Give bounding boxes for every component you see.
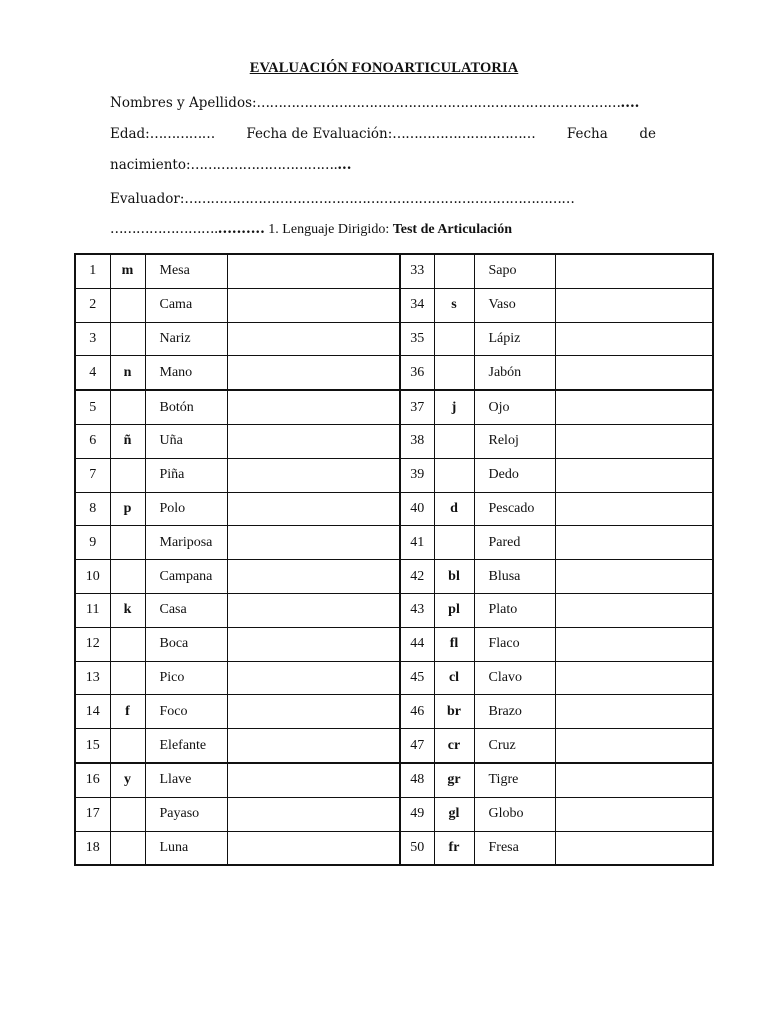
- fecha-nacimiento-label-b: de: [639, 126, 656, 142]
- response-cell[interactable]: [227, 322, 400, 356]
- evaluador-dots-continued: …………………….: [110, 221, 218, 237]
- evaluador-field[interactable]: [110, 191, 656, 207]
- table-row: [75, 390, 713, 424]
- nacimiento-dots: …………………………….: [190, 157, 338, 173]
- response-cell[interactable]: [227, 729, 400, 763]
- target-sound: n: [110, 356, 145, 390]
- item-number: 41: [400, 526, 434, 560]
- response-cell[interactable]: [555, 322, 713, 356]
- response-cell[interactable]: [555, 831, 713, 865]
- item-number: 36: [400, 356, 434, 390]
- target-sound: bl: [434, 560, 474, 594]
- target-sound: [434, 424, 474, 458]
- target-sound: m: [110, 254, 145, 288]
- target-word: Sapo: [474, 254, 555, 288]
- response-cell[interactable]: [227, 593, 400, 627]
- item-number: 7: [75, 458, 110, 492]
- target-sound: k: [110, 593, 145, 627]
- target-sound: gl: [434, 797, 474, 831]
- response-cell[interactable]: [227, 424, 400, 458]
- target-word: Ojo: [474, 390, 555, 424]
- item-number: 1: [75, 254, 110, 288]
- target-sound: [434, 458, 474, 492]
- table-row: [75, 695, 713, 729]
- item-number: 11: [75, 593, 110, 627]
- item-number: 35: [400, 322, 434, 356]
- target-word: Elefante: [145, 729, 227, 763]
- table-row: [75, 356, 713, 390]
- target-sound: cl: [434, 661, 474, 695]
- target-sound: [434, 356, 474, 390]
- document-title: EVALUACIÓN FONOARTICULATORIA: [249, 60, 519, 76]
- nombres-field[interactable]: [110, 95, 656, 111]
- response-cell[interactable]: [227, 492, 400, 526]
- target-word: Pescado: [474, 492, 555, 526]
- item-number: 39: [400, 458, 434, 492]
- target-word: Luna: [145, 831, 227, 865]
- target-sound: [110, 560, 145, 594]
- table-row: [75, 254, 713, 288]
- item-number: 13: [75, 661, 110, 695]
- target-sound: f: [110, 695, 145, 729]
- target-sound: cr: [434, 729, 474, 763]
- item-number: 16: [75, 763, 110, 797]
- table-row: [75, 526, 713, 560]
- target-word: Uña: [145, 424, 227, 458]
- item-number: 40: [400, 492, 434, 526]
- item-number: 47: [400, 729, 434, 763]
- target-sound: [110, 831, 145, 865]
- section-title: Test de Articulación: [392, 222, 512, 237]
- target-word: Foco: [145, 695, 227, 729]
- item-number: 46: [400, 695, 434, 729]
- target-word: Cama: [145, 288, 227, 322]
- target-word: Payaso: [145, 797, 227, 831]
- target-sound: [110, 458, 145, 492]
- target-sound: ñ: [110, 424, 145, 458]
- evaluador-dots-end: ..........: [217, 221, 265, 237]
- target-word: Flaco: [474, 627, 555, 661]
- target-sound: br: [434, 695, 474, 729]
- target-word: Casa: [145, 593, 227, 627]
- nacimiento-label: nacimiento:: [110, 157, 191, 173]
- response-cell[interactable]: [555, 593, 713, 627]
- fecha-nacimiento-label-a: Fecha: [566, 126, 608, 142]
- target-sound: [110, 729, 145, 763]
- item-number: 34: [400, 288, 434, 322]
- item-number: 17: [75, 797, 110, 831]
- table-row: [75, 492, 713, 526]
- fecha-evaluacion-dots: ……………………………: [392, 126, 536, 142]
- response-cell[interactable]: [227, 356, 400, 390]
- target-sound: [110, 627, 145, 661]
- target-word: Fresa: [474, 831, 555, 865]
- articulation-test-table: [74, 253, 714, 866]
- nacimiento-field[interactable]: [110, 157, 656, 173]
- target-word: Nariz: [145, 322, 227, 356]
- table-row: [75, 797, 713, 831]
- response-cell[interactable]: [227, 797, 400, 831]
- item-number: 42: [400, 560, 434, 594]
- response-cell[interactable]: [555, 458, 713, 492]
- table-row: [75, 661, 713, 695]
- item-number: 6: [75, 424, 110, 458]
- target-sound: [434, 254, 474, 288]
- target-sound: [434, 322, 474, 356]
- target-sound: y: [110, 763, 145, 797]
- nacimiento-end: ...: [337, 157, 352, 173]
- target-word: Vaso: [474, 288, 555, 322]
- item-number: 45: [400, 661, 434, 695]
- response-cell[interactable]: [555, 390, 713, 424]
- response-cell[interactable]: [555, 627, 713, 661]
- nombres-dots: …………………………………………………………………………: [256, 95, 621, 111]
- item-number: 50: [400, 831, 434, 865]
- nombres-label: Nombres y Apellidos:: [110, 95, 257, 111]
- item-number: 9: [75, 526, 110, 560]
- table-row: [75, 322, 713, 356]
- response-cell[interactable]: [227, 390, 400, 424]
- target-word: Brazo: [474, 695, 555, 729]
- response-cell[interactable]: [227, 627, 400, 661]
- target-word: Piña: [145, 458, 227, 492]
- evaluador-dots: ………………………………………………………………………………: [184, 191, 575, 207]
- table-row: [75, 560, 713, 594]
- table-row: [75, 424, 713, 458]
- target-word: Globo: [474, 797, 555, 831]
- target-sound: [110, 390, 145, 424]
- target-sound: [110, 288, 145, 322]
- target-word: Campana: [145, 560, 227, 594]
- response-cell[interactable]: [555, 797, 713, 831]
- response-cell[interactable]: [555, 695, 713, 729]
- table-row: [75, 288, 713, 322]
- target-word: Llave: [145, 763, 227, 797]
- target-sound: [110, 322, 145, 356]
- response-cell[interactable]: [555, 526, 713, 560]
- table-row: [75, 627, 713, 661]
- item-number: 2: [75, 288, 110, 322]
- target-sound: [110, 661, 145, 695]
- nombres-end: ....: [620, 95, 640, 111]
- evaluador-label: Evaluador:: [110, 191, 185, 207]
- response-cell[interactable]: [555, 492, 713, 526]
- response-cell[interactable]: [227, 831, 400, 865]
- item-number: 8: [75, 492, 110, 526]
- item-number: 49: [400, 797, 434, 831]
- target-word: Mano: [145, 356, 227, 390]
- target-word: Jabón: [474, 356, 555, 390]
- target-sound: pl: [434, 593, 474, 627]
- target-sound: [110, 526, 145, 560]
- item-number: 15: [75, 729, 110, 763]
- target-sound: p: [110, 492, 145, 526]
- target-word: Pico: [145, 661, 227, 695]
- item-number: 37: [400, 390, 434, 424]
- edad-field[interactable]: [110, 126, 215, 142]
- item-number: 43: [400, 593, 434, 627]
- table-body: [75, 254, 713, 865]
- item-number: 38: [400, 424, 434, 458]
- target-word: Pared: [474, 526, 555, 560]
- item-number: 12: [75, 627, 110, 661]
- table-row: [75, 729, 713, 763]
- target-word: Mariposa: [145, 526, 227, 560]
- table-row: [75, 831, 713, 865]
- item-number: 33: [400, 254, 434, 288]
- target-word: Tigre: [474, 763, 555, 797]
- table-row: [75, 763, 713, 797]
- target-word: Clavo: [474, 661, 555, 695]
- target-sound: d: [434, 492, 474, 526]
- target-word: Reloj: [474, 424, 555, 458]
- item-number: 48: [400, 763, 434, 797]
- target-sound: [434, 526, 474, 560]
- target-word: Plato: [474, 593, 555, 627]
- target-word: Blusa: [474, 560, 555, 594]
- item-number: 10: [75, 560, 110, 594]
- edad-fecha-row: [110, 126, 656, 142]
- item-number: 3: [75, 322, 110, 356]
- response-cell[interactable]: [555, 254, 713, 288]
- target-sound: fl: [434, 627, 474, 661]
- section-label: 1. Lenguaje Dirigido:: [264, 222, 393, 237]
- target-word: Dedo: [474, 458, 555, 492]
- section-line: [110, 221, 656, 238]
- fecha-evaluacion-label: Fecha de Evaluación:: [246, 126, 393, 142]
- target-word: Botón: [145, 390, 227, 424]
- response-cell[interactable]: [555, 356, 713, 390]
- response-cell[interactable]: [227, 695, 400, 729]
- target-sound: [110, 797, 145, 831]
- table-row: [75, 458, 713, 492]
- item-number: 14: [75, 695, 110, 729]
- edad-dots: ……………: [149, 126, 215, 142]
- fecha-evaluacion-field[interactable]: [246, 126, 535, 142]
- item-number: 5: [75, 390, 110, 424]
- target-sound: fr: [434, 831, 474, 865]
- response-cell[interactable]: [555, 763, 713, 797]
- target-word: Cruz: [474, 729, 555, 763]
- table-row: [75, 593, 713, 627]
- target-word: Polo: [145, 492, 227, 526]
- response-cell[interactable]: [555, 560, 713, 594]
- response-cell[interactable]: [227, 254, 400, 288]
- response-cell[interactable]: [227, 288, 400, 322]
- target-word: Lápiz: [474, 322, 555, 356]
- target-word: Boca: [145, 627, 227, 661]
- response-cell[interactable]: [227, 661, 400, 695]
- item-number: 18: [75, 831, 110, 865]
- target-sound: j: [434, 390, 474, 424]
- response-cell[interactable]: [227, 763, 400, 797]
- target-sound: gr: [434, 763, 474, 797]
- response-cell[interactable]: [227, 458, 400, 492]
- item-number: 4: [75, 356, 110, 390]
- response-cell[interactable]: [227, 560, 400, 594]
- target-sound: s: [434, 288, 474, 322]
- response-cell[interactable]: [555, 424, 713, 458]
- response-cell[interactable]: [555, 729, 713, 763]
- response-cell[interactable]: [555, 288, 713, 322]
- item-number: 44: [400, 627, 434, 661]
- response-cell[interactable]: [227, 526, 400, 560]
- edad-label: Edad:: [110, 126, 150, 142]
- response-cell[interactable]: [555, 661, 713, 695]
- target-word: Mesa: [145, 254, 227, 288]
